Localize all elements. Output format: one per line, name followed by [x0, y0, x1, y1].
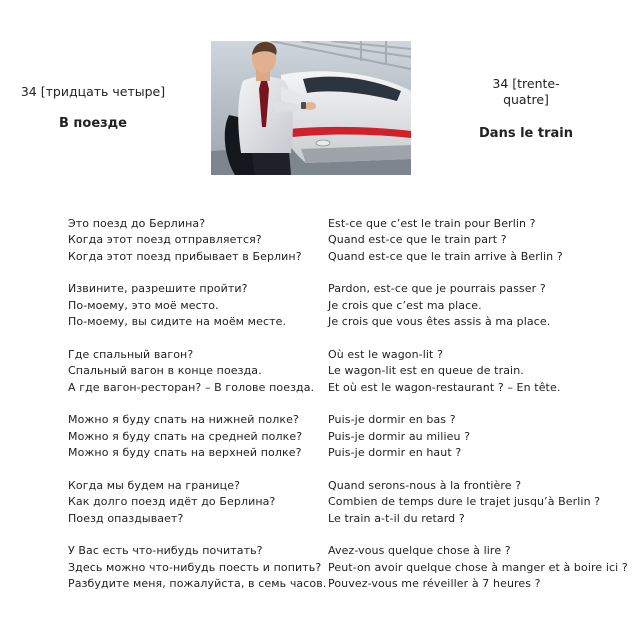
- phrase-fr: Et où est le wagon-restaurant ? – En tête.: [328, 380, 561, 394]
- phrase-ru: Когда мы будем на границе?: [68, 478, 241, 492]
- phrase-row: [68, 494, 628, 511]
- phrase-ru: Когда этот поезд прибывает в Берлин?: [68, 249, 302, 263]
- train-photo-illustration: [211, 41, 411, 175]
- phrase-ru: По-моему, вы сидите на моём месте.: [68, 315, 287, 329]
- phrase-row: [68, 297, 628, 314]
- phrase-ru: Где спальный вагон?: [68, 347, 194, 361]
- phrase-ru: Разбудите меня, пожалуйста, в семь часов.: [68, 577, 327, 591]
- phrase-row: [68, 314, 628, 331]
- phrase-ru: Поезд опаздывает?: [68, 511, 184, 525]
- phrase-list: [68, 215, 628, 608]
- phrase-fr: Le train a-t-il du retard ?: [328, 511, 465, 525]
- phrase-fr: Puis-je dormir au milieu ?: [328, 429, 471, 443]
- phrase-fr: Quand serons-nous à la frontière ?: [328, 478, 522, 492]
- phrase-fr: Avez-vous quelque chose à lire ?: [328, 544, 511, 558]
- phrase-ru: Когда этот поезд отправляется?: [68, 233, 262, 247]
- phrase-fr: Peut-on avoir quelque chose à manger et à boire ici ?: [328, 560, 628, 574]
- phrase-ru: У Вас есть что-нибудь почитать?: [68, 544, 263, 558]
- phrase-ru: А где вагон-ресторан? – В голове поезда.: [68, 380, 315, 394]
- phrase-group: [68, 346, 628, 396]
- phrase-row: [68, 346, 628, 363]
- phrase-ru: По-моему, это моё место.: [68, 298, 219, 312]
- lesson-title-fr: Dans le train: [479, 126, 573, 141]
- phrase-row: [68, 428, 628, 445]
- phrase-row: [68, 576, 628, 593]
- lesson-number-ru: 34 [тридцать четыре]: [20, 84, 166, 99]
- phrase-row: [68, 412, 628, 429]
- phrase-group: [68, 215, 628, 265]
- phrase-row: [68, 232, 628, 249]
- phrase-fr: Où est le wagon-lit ?: [328, 347, 444, 361]
- phrase-fr: Combien de temps dure le trajet jusqu’à Berlin ?: [328, 495, 601, 509]
- phrase-fr: Je crois que vous êtes assis à ma place.: [328, 315, 551, 329]
- phrase-fr: Pardon, est-ce que je pourrais passer ?: [328, 282, 546, 296]
- phrase-row: [68, 281, 628, 298]
- phrase-row: [68, 215, 628, 232]
- phrase-ru: Как долго поезд идёт до Берлина?: [68, 495, 276, 509]
- phrase-row: [68, 379, 628, 396]
- phrase-ru: Извините, разрешите пройти?: [68, 282, 248, 296]
- lesson-title-ru: В поезде: [58, 116, 128, 131]
- phrase-row: [68, 248, 628, 265]
- phrase-ru: Можно я буду спать на средней полке?: [68, 429, 303, 443]
- phrase-ru: Спальный вагон в конце поезда.: [68, 364, 262, 378]
- phrase-ru: Это поезд до Берлина?: [68, 216, 206, 230]
- header-french: [452, 76, 600, 142]
- phrase-fr: Le wagon-lit est en queue de train.: [328, 364, 524, 378]
- phrase-ru: Здесь можно что-нибудь поесть и попить?: [68, 560, 322, 574]
- phrase-fr: Je crois que c’est ma place.: [328, 298, 482, 312]
- phrase-ru: Можно я буду спать на верхней полке?: [68, 446, 302, 460]
- phrase-row: [68, 477, 628, 494]
- phrase-row: [68, 363, 628, 380]
- phrase-fr: Est-ce que c’est le train pour Berlin ?: [328, 216, 536, 230]
- phrase-ru: Можно я буду спать на нижней полке?: [68, 413, 299, 427]
- phrase-row: [68, 543, 628, 560]
- phrase-fr: Pouvez-vous me réveiller à 7 heures ?: [328, 577, 541, 591]
- phrase-row: [68, 510, 628, 527]
- phrase-group: [68, 477, 628, 527]
- phrase-group: [68, 412, 628, 462]
- lesson-number-fr: 34 [trente-quatre]: [492, 76, 560, 107]
- phrase-row: [68, 559, 628, 576]
- lesson-photo: [211, 41, 411, 175]
- phrase-group: [68, 281, 628, 331]
- phrase-row: [68, 445, 628, 462]
- phrase-fr: Puis-je dormir en bas ?: [328, 413, 456, 427]
- phrase-fr: Quand est-ce que le train part ?: [328, 233, 507, 247]
- phrase-group: [68, 543, 628, 593]
- phrase-fr: Puis-je dormir en haut ?: [328, 446, 462, 460]
- phrase-fr: Quand est-ce que le train arrive à Berlin ?: [328, 249, 563, 263]
- header-russian: [0, 84, 186, 132]
